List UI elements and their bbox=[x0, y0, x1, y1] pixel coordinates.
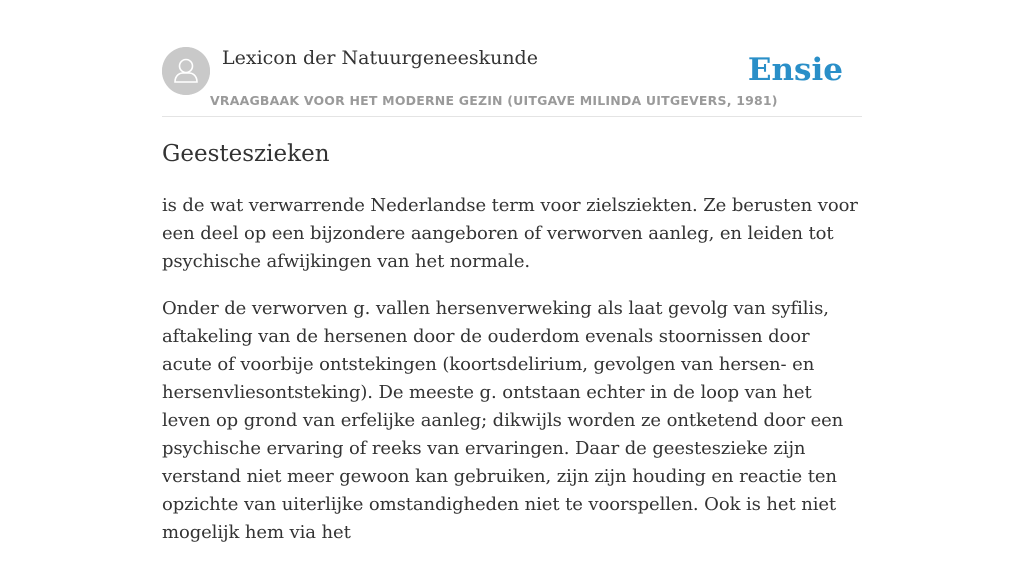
user-silhouette-icon[interactable] bbox=[162, 47, 210, 95]
ensie-logo[interactable]: Ensie bbox=[747, 52, 843, 88]
book-header bbox=[162, 46, 862, 117]
book-subtitle: VRAAGBAAK VOOR HET MODERNE GEZIN (UITGAVE MILINDA UITGEVERS, 1981) bbox=[210, 93, 778, 108]
article bbox=[162, 138, 864, 566]
book-title[interactable]: Lexicon der Natuurgeneeskunde bbox=[222, 47, 538, 69]
article-paragraph: is de wat verwarrende Nederlandse term voor zielsziekten. Ze berusten voor een deel op een bijzondere aangeboren of verworven aanleg, en leiden tot psychische afwijkingen van het normale. bbox=[162, 195, 858, 272]
article-paragraph: Onder de verworven g. vallen hersenverweking als laat gevolg van syfilis, aftakeling van de hersenen door de ouderdom evenals stoornissen door acute of voorbije ontstekingen (koortsdelirium, gevolgen van hersen- en hersenvliesontsteking). De meeste g. ontstaan echter in de loop van het leven op grond van erfelijke aanleg; dikwijls worden ze ontketend door een psychische ervaring of reeks van ervaringen. Daar de geesteszieke zijn verstand niet meer gewoon kan gebruiken, zijn zijn houding en reactie ten opzichte van uiterlijke omstandigheden niet te voorspellen. Ook is het niet mogelijk hem via het bbox=[162, 298, 844, 543]
article-title: Geesteszieken bbox=[162, 141, 330, 167]
